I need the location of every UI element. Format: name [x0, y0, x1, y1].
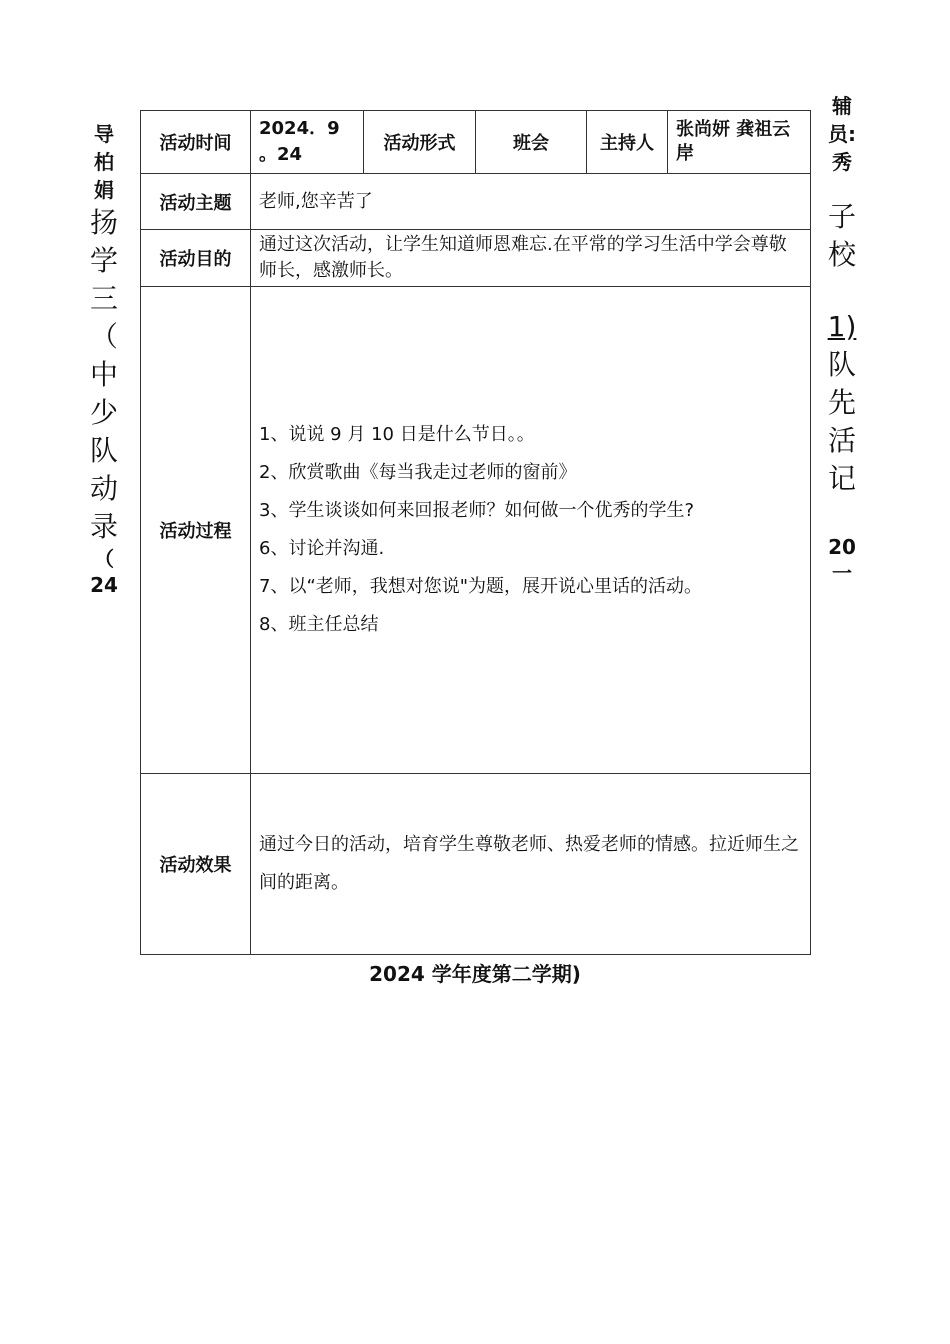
right-char: 20	[828, 535, 856, 559]
effect-label: 活动效果	[141, 774, 251, 955]
left-char: 中	[89, 358, 118, 391]
process-step: 1、说说 9 月 10 日是什么节日。。	[259, 424, 535, 445]
right-char: 秀	[832, 150, 852, 174]
right-char: 员:	[828, 122, 856, 146]
time-label: 活动时间	[141, 111, 251, 174]
host-value: 张尚妍 龚祖云岸	[668, 111, 811, 174]
process-step: 2、欣赏歌曲《每当我走过老师的窗前》	[259, 462, 577, 483]
right-char: 队	[827, 348, 856, 381]
activity-record-table	[140, 110, 811, 955]
process-step: 7、以“老师，我想对您说"为题，展开说心里话的活动。	[259, 576, 703, 597]
form-label: 活动形式	[364, 111, 476, 174]
right-char: 一	[832, 561, 852, 585]
process-step: 3、学生谈谈如何来回报老师？如何做一个优秀的学生?	[259, 500, 695, 521]
form-value: 班会	[476, 111, 587, 174]
right-char: 记	[827, 462, 856, 495]
process-label: 活动过程	[141, 287, 251, 774]
theme-value: 老师,您辛苦了	[251, 174, 811, 230]
right-vertical-title	[822, 92, 862, 586]
left-char: 录	[89, 510, 118, 543]
effect-value	[251, 774, 811, 955]
table-row	[141, 230, 811, 287]
process-step: 6、讨论并沟通.	[259, 538, 385, 559]
right-char: 子	[827, 200, 856, 233]
left-char: 柏	[94, 150, 114, 174]
left-char: 导	[94, 122, 114, 146]
time-value-line: 。24	[259, 144, 303, 165]
host-label: 主持人	[587, 111, 668, 174]
left-char: 娟	[94, 178, 114, 202]
left-char: 三	[89, 282, 118, 315]
table-row	[141, 174, 811, 230]
left-char: 少	[89, 396, 118, 429]
theme-label: 活动主题	[141, 174, 251, 230]
process-steps	[251, 287, 811, 774]
purpose-value: 通过这次活动，让学生知道师恩难忘.在平常的学习生活中学会尊敬师长，感激师长。	[251, 230, 811, 287]
semester-title: 2024 学年度第二学期)	[369, 962, 581, 986]
table-row	[141, 774, 811, 955]
right-char: 活	[827, 424, 856, 457]
right-char: 1)	[827, 310, 857, 343]
time-value	[251, 111, 364, 174]
process-step: 8、班主任总结	[259, 614, 379, 635]
right-char: 校	[827, 238, 856, 271]
left-vertical-title	[84, 120, 124, 598]
time-value-line: 2024．9	[259, 118, 340, 139]
left-char: 动	[89, 472, 118, 505]
left-char: （	[94, 547, 114, 571]
table-row	[141, 287, 811, 774]
left-char: 24	[90, 573, 118, 597]
right-char: 先	[827, 386, 856, 419]
table-row	[141, 111, 811, 174]
left-char: 队	[89, 434, 118, 467]
purpose-label: 活动目的	[141, 230, 251, 287]
left-char: （	[89, 320, 118, 353]
right-char: 辅	[832, 94, 852, 118]
effect-text: 通过今日的活动，培育学生尊敬老师、热爱老师的情感。拉近师生之间的距离。	[259, 834, 799, 893]
left-char: 学	[89, 244, 118, 277]
left-char: 扬	[89, 206, 118, 239]
